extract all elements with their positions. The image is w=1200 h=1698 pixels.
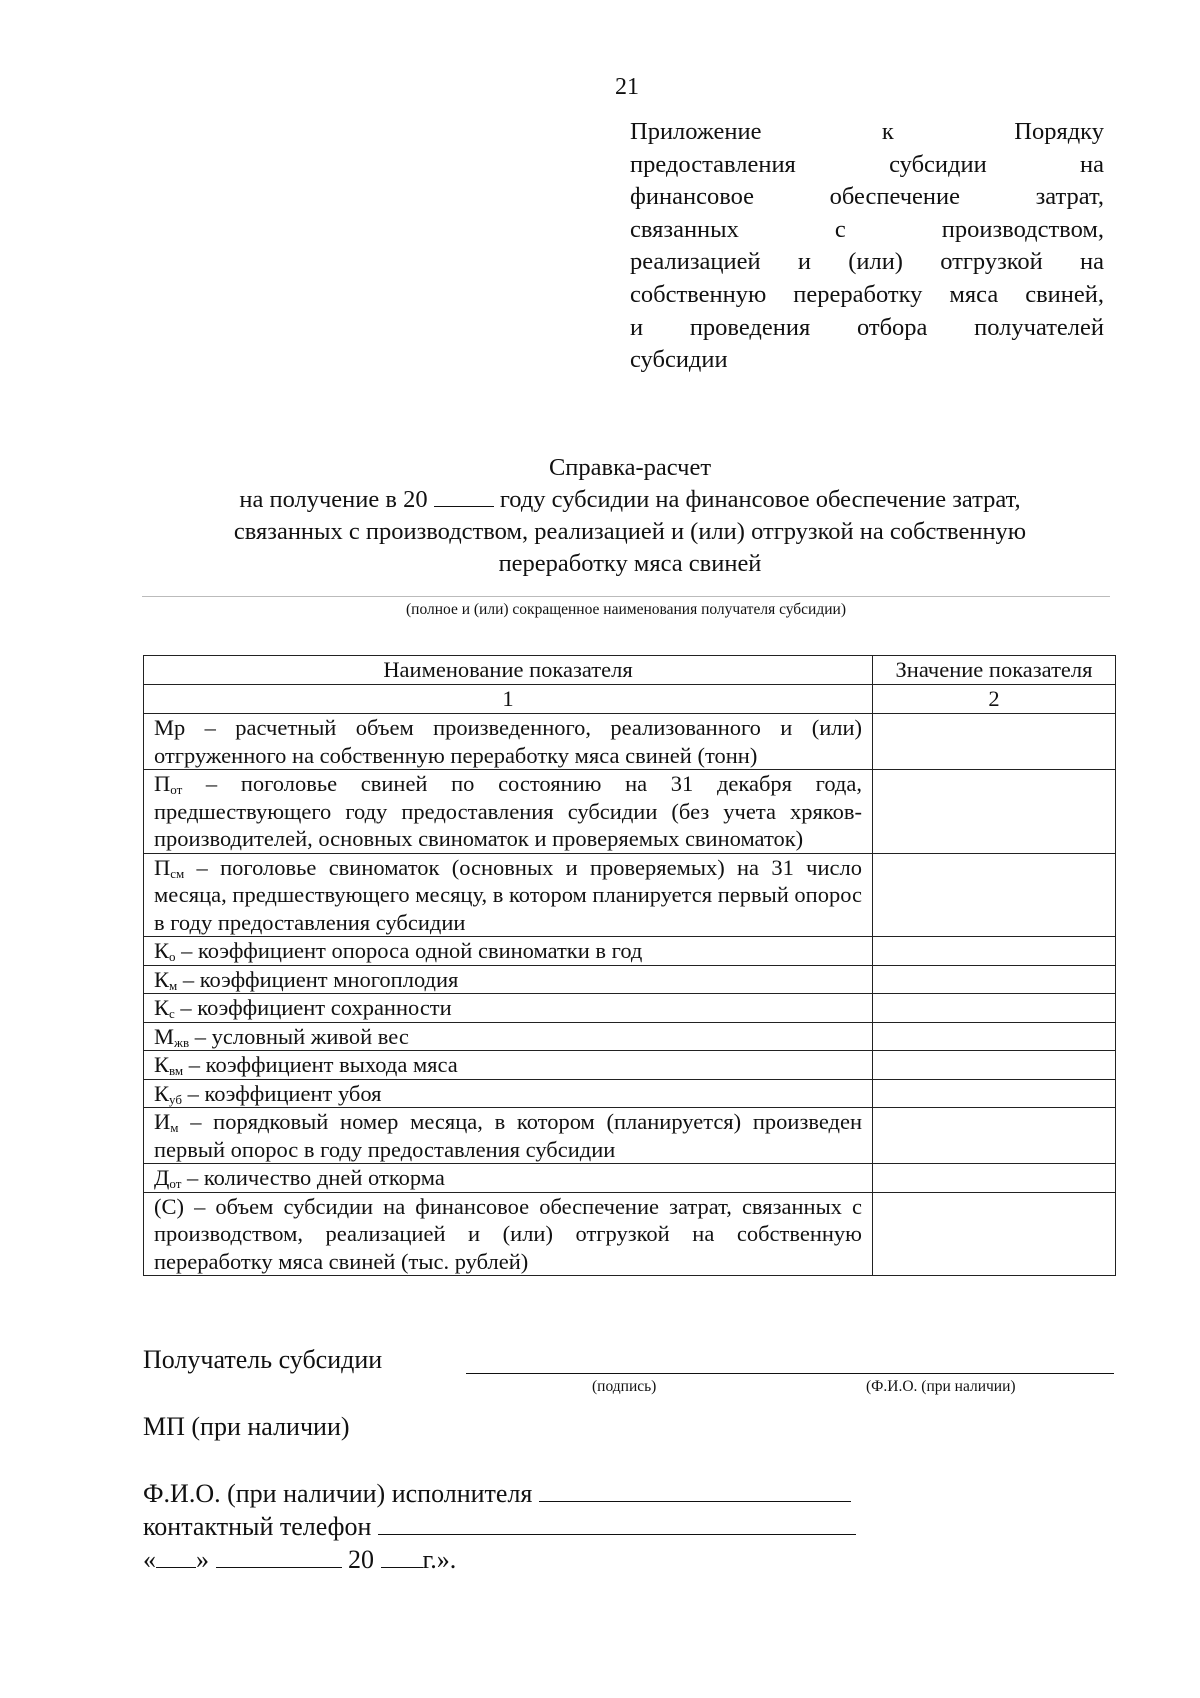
month-blank (216, 1543, 342, 1568)
table-row (144, 1051, 1116, 1080)
indicator-text: – поголовье свиноматок (основных и проверяемых) на 31 число месяца, предшествующего месяцу, в котором планируется первый опорос в году предоставления субсидии (154, 854, 862, 935)
indicator-symbol: М (154, 1023, 175, 1049)
indicator-description (144, 1079, 873, 1108)
indicator-description (144, 994, 873, 1023)
indicator-text: – коэффициент опороса одной свиноматки в год (175, 938, 643, 963)
table-row (144, 714, 1116, 770)
table-header-row (144, 656, 1116, 685)
title-heading: Справка-расчет (548, 454, 712, 481)
indicator-text: – объем субсидии на финансовое обеспечение затрат, связанных с производством, реализацией и (или) отгрузкой на собственную переработку мяса свиней (тыс. рублей) (154, 1193, 862, 1274)
table-row (144, 1022, 1116, 1051)
indicator-subscript: от (169, 1176, 182, 1191)
header-indicator-name: Наименование показателя (144, 656, 873, 685)
indicator-description (144, 965, 873, 994)
indicator-subscript: м (170, 1120, 179, 1135)
indicator-value-cell[interactable] (873, 1079, 1116, 1108)
indicator-subscript: о (169, 949, 176, 964)
indicator-symbol: К (154, 1080, 170, 1106)
table-row (144, 994, 1116, 1023)
title-line-1: на получение в 20 году субсидии на финансовое обеспечение затрат, (239, 486, 1021, 513)
column-number-2: 2 (873, 685, 1116, 714)
indicator-value-cell[interactable] (873, 1022, 1116, 1051)
stamp-label: МП (при наличии) (143, 1412, 350, 1441)
recipient-name-line (142, 596, 1110, 597)
appendix-line: реализацией и (или) отгрузкой на (630, 248, 1104, 276)
appendix-line: и проведения отбора получателей (630, 313, 1104, 341)
indicator-value-cell[interactable] (873, 714, 1116, 770)
table-row (144, 1108, 1116, 1164)
indicator-value-cell[interactable] (873, 1164, 1116, 1193)
column-number-1: 1 (144, 685, 873, 714)
indicator-value-cell[interactable] (873, 1192, 1116, 1276)
table-row (144, 1164, 1116, 1193)
table-row (144, 937, 1116, 966)
indicator-symbol: П (154, 854, 171, 880)
executor-phone-blank (378, 1510, 856, 1535)
indicator-text: – условный живой вес (189, 1023, 409, 1049)
indicator-description (144, 1164, 873, 1193)
indicator-symbol: (С) (154, 1193, 184, 1219)
indicator-text: – коэффициент сохранности (174, 995, 452, 1020)
day-blank (156, 1543, 196, 1568)
appendix-line: собственную переработку мяса свиней, (630, 280, 1104, 308)
indicator-value-cell[interactable] (873, 1051, 1116, 1080)
year-blank (381, 1543, 423, 1568)
indicator-description (144, 1108, 873, 1164)
indicator-text: – коэффициент выхода мяса (183, 1052, 458, 1077)
indicator-text: – поголовье свиней по состоянию на 31 декабря года, предшествующего году предоставления субсидии (без учета хряков-производителей, основных свиноматок и проверяемых свиноматок) (154, 771, 862, 851)
executor-name-line: Ф.И.О. (при наличии) исполнителя (143, 1477, 856, 1510)
indicator-text: – порядковый номер месяца, в котором (планируется) произведен первый опорос в году предоставления субсидии (154, 1109, 862, 1162)
indicator-value-cell[interactable] (873, 1108, 1116, 1164)
page-number: 21 (615, 74, 639, 100)
executor-block (143, 1477, 856, 1576)
indicator-symbol: И (154, 1109, 171, 1134)
executor-phone-line: контактный телефон (143, 1510, 856, 1543)
table-row (144, 1192, 1116, 1276)
indicator-subscript: с (169, 1006, 175, 1021)
name-caption: (Ф.И.О. (при наличии) (866, 1378, 1016, 1395)
indicator-description (144, 1051, 873, 1080)
indicator-text: – коэффициент многоплодия (177, 966, 459, 992)
indicator-value-cell[interactable] (873, 853, 1116, 937)
indicator-symbol: К (154, 966, 170, 992)
table-row (144, 1079, 1116, 1108)
indicator-symbol: Мр (154, 715, 186, 740)
indicator-symbol: К (154, 995, 170, 1020)
indicator-value-cell[interactable] (873, 937, 1116, 966)
appendix-line: предоставления субсидии на (630, 150, 1104, 178)
indicator-description (144, 770, 873, 854)
appendix-note (630, 116, 1104, 377)
indicator-text: – количество дней откорма (181, 1165, 445, 1190)
title-line-2: связанных с производством, реализацией и (или) отгрузкой на собственную (233, 518, 1027, 545)
indicator-description (144, 714, 873, 770)
indicator-subscript: м (169, 977, 178, 993)
signature-caption: (подпись) (592, 1378, 657, 1395)
indicator-text: – коэффициент убоя (181, 1080, 382, 1106)
indicator-value-cell[interactable] (873, 965, 1116, 994)
indicator-text: – расчетный объем произведенного, реализованного и (или) отгруженного на собственную переработку мяса свиней (тонн) (154, 715, 862, 768)
appendix-line: субсидии (630, 346, 728, 374)
date-line: « » 20 г.». (143, 1545, 457, 1574)
indicator-value-cell[interactable] (873, 994, 1116, 1023)
recipient-caption: (полное и (или) сокращенное наименования получателя субсидии) (405, 601, 846, 618)
table-number-row (144, 685, 1116, 714)
indicator-subscript: жв (174, 1034, 190, 1050)
table-row (144, 770, 1116, 854)
indicator-symbol: Д (154, 1165, 170, 1190)
year-blank (434, 484, 494, 507)
indicator-symbol: П (154, 771, 171, 796)
signature-line (466, 1373, 1114, 1374)
indicator-description (144, 1022, 873, 1051)
indicator-subscript: см (170, 865, 185, 881)
document-title (150, 452, 1110, 580)
indicator-symbol: К (154, 938, 170, 963)
title-line-3: переработку мяса свиней (498, 550, 762, 577)
indicator-description (144, 937, 873, 966)
table-row (144, 853, 1116, 937)
appendix-line: связанных с производством, (630, 215, 1104, 243)
signature-label: Получатель субсидии (143, 1345, 383, 1374)
appendix-line: Приложение к Порядку (630, 118, 1104, 145)
table-row (144, 965, 1116, 994)
indicators-table (143, 655, 1116, 1276)
indicator-symbol: К (154, 1052, 170, 1077)
indicator-description (144, 1192, 873, 1276)
header-indicator-value: Значение показателя (873, 656, 1116, 685)
indicator-value-cell[interactable] (873, 770, 1116, 854)
indicator-description (144, 853, 873, 937)
executor-name-blank (539, 1477, 851, 1502)
indicator-subscript: от (170, 782, 183, 797)
indicator-subscript: уб (169, 1091, 182, 1107)
appendix-line: финансовое обеспечение затрат, (630, 183, 1104, 211)
indicator-subscript: вм (169, 1063, 184, 1078)
